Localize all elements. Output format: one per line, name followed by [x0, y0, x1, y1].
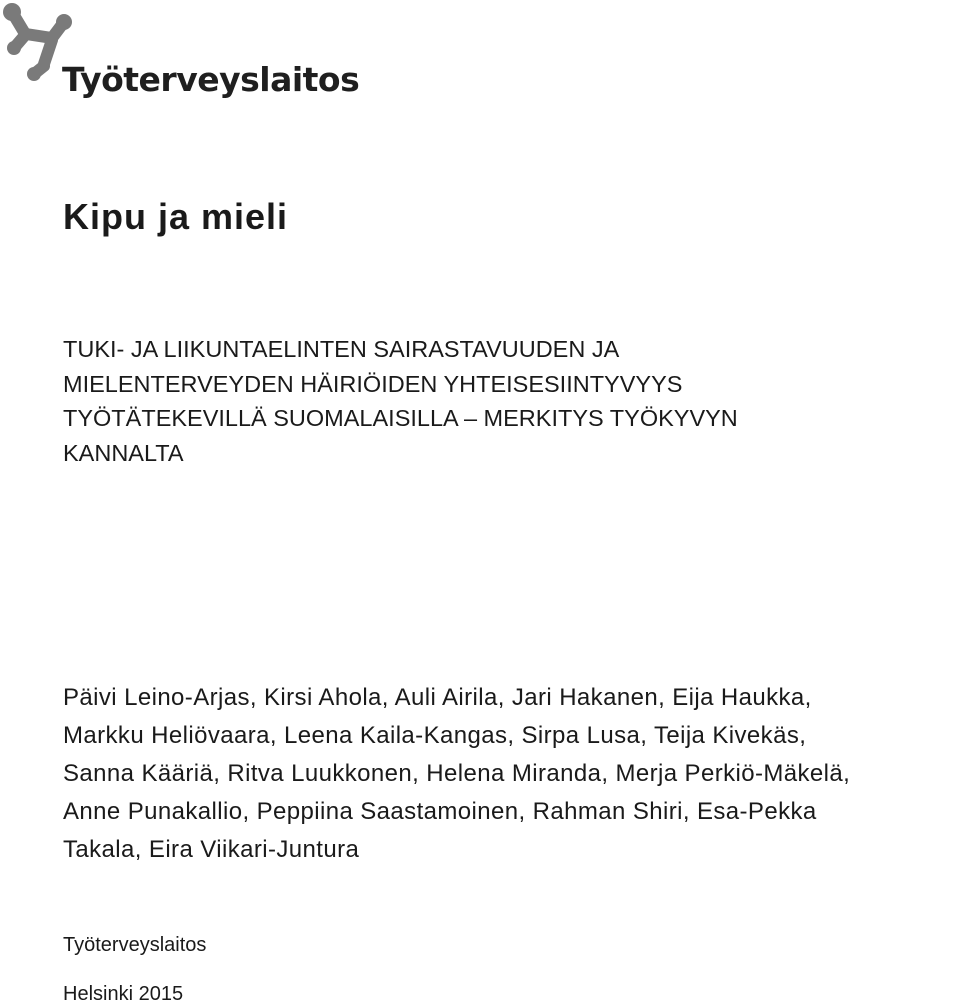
author-line: Takala, Eira Viikari-Juntura: [63, 836, 360, 863]
author-line: Sanna Kääriä, Ritva Luukkonen, Helena Miranda, Merja Perkiö-Mäkelä,: [63, 760, 851, 787]
publisher-name: Työterveyslaitos: [63, 934, 207, 956]
subtitle-line: MIELENTERVEYDEN HÄIRIÖIDEN YHTEISESIINTYVYYS: [63, 370, 683, 397]
document-title: Kipu ja mieli: [63, 196, 289, 237]
author-line: Markku Heliövaara, Leena Kaila-Kangas, Sirpa Lusa, Teija Kivekäs,: [63, 722, 807, 749]
logo-wordmark: Työterveyslaitos: [62, 60, 360, 99]
subtitle-line: KANNALTA: [63, 439, 184, 466]
author-line: Päivi Leino-Arjas, Kirsi Ahola, Auli Airila, Jari Hakanen, Eija Haukka,: [63, 684, 812, 711]
subtitle-line: TYÖTÄTEKEVILLÄ SUOMALAISILLA – MERKITYS TYÖKYVYN: [63, 405, 738, 431]
document-subtitle: [63, 332, 923, 470]
publication-place-year: Helsinki 2015: [63, 983, 184, 1005]
author-line: Anne Punakallio, Peppiina Saastamoinen, Rahman Shiri, Esa-Pekka: [63, 798, 817, 825]
subtitle-line: TUKI- JA LIIKUNTAELINTEN SAIRASTAVUUDEN JA: [63, 336, 620, 362]
publisher-logo: [0, 0, 360, 110]
author-list: [63, 679, 953, 869]
